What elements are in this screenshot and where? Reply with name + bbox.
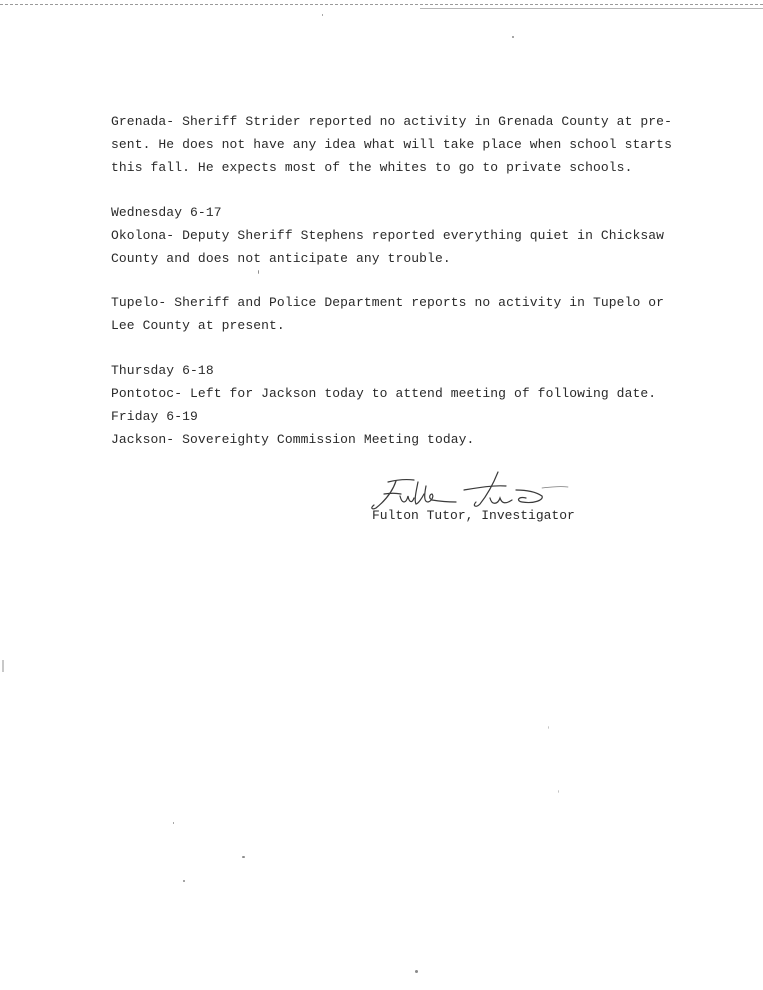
paragraph-grenada — [111, 110, 671, 179]
date-heading: Friday 6-19 — [111, 409, 198, 424]
text-line: Okolona- Deputy Sheriff Stephens reported everything quiet in Chicksaw — [111, 228, 665, 243]
text-line: Tupelo- Sheriff and Police Department reports no activity in Tupelo or — [111, 295, 665, 310]
signature-block — [360, 468, 600, 532]
document-body — [111, 110, 671, 451]
scan-speck — [548, 726, 549, 729]
scan-speck — [322, 14, 323, 16]
scan-speck — [258, 270, 259, 274]
text-line: this fall. He expects most of the whites to go to private schools. — [111, 160, 633, 175]
scan-speck — [2, 660, 4, 672]
text-line: Pontotoc- Left for Jackson today to attend meeting of following date. — [111, 386, 657, 401]
text-line: Jackson- Sovereighty Commission Meeting today. — [111, 432, 475, 447]
date-heading: Wednesday 6-17 — [111, 205, 222, 220]
paragraph-tupelo — [111, 291, 671, 337]
text-line: sent. He does not have any idea what will take place when school starts — [111, 137, 672, 152]
paragraph-thursday-friday — [111, 359, 671, 451]
text-line: Grenada- Sheriff Strider reported no activity in Grenada County at pre- — [111, 114, 672, 129]
scan-speck — [512, 36, 514, 38]
scan-speck — [173, 822, 174, 824]
scan-speck — [183, 880, 185, 882]
scan-speck — [415, 970, 418, 973]
text-line: County and does not anticipate any trouble. — [111, 251, 451, 266]
top-edge-rule — [0, 4, 763, 5]
signature-typed-name: Fulton Tutor, Investigator — [372, 508, 575, 523]
scan-speck — [558, 790, 559, 793]
scan-speck — [242, 856, 245, 858]
paragraph-wednesday — [111, 201, 671, 270]
date-heading: Thursday 6-18 — [111, 363, 214, 378]
text-line: Lee County at present. — [111, 318, 285, 333]
top-edge-rule-secondary — [420, 8, 763, 9]
